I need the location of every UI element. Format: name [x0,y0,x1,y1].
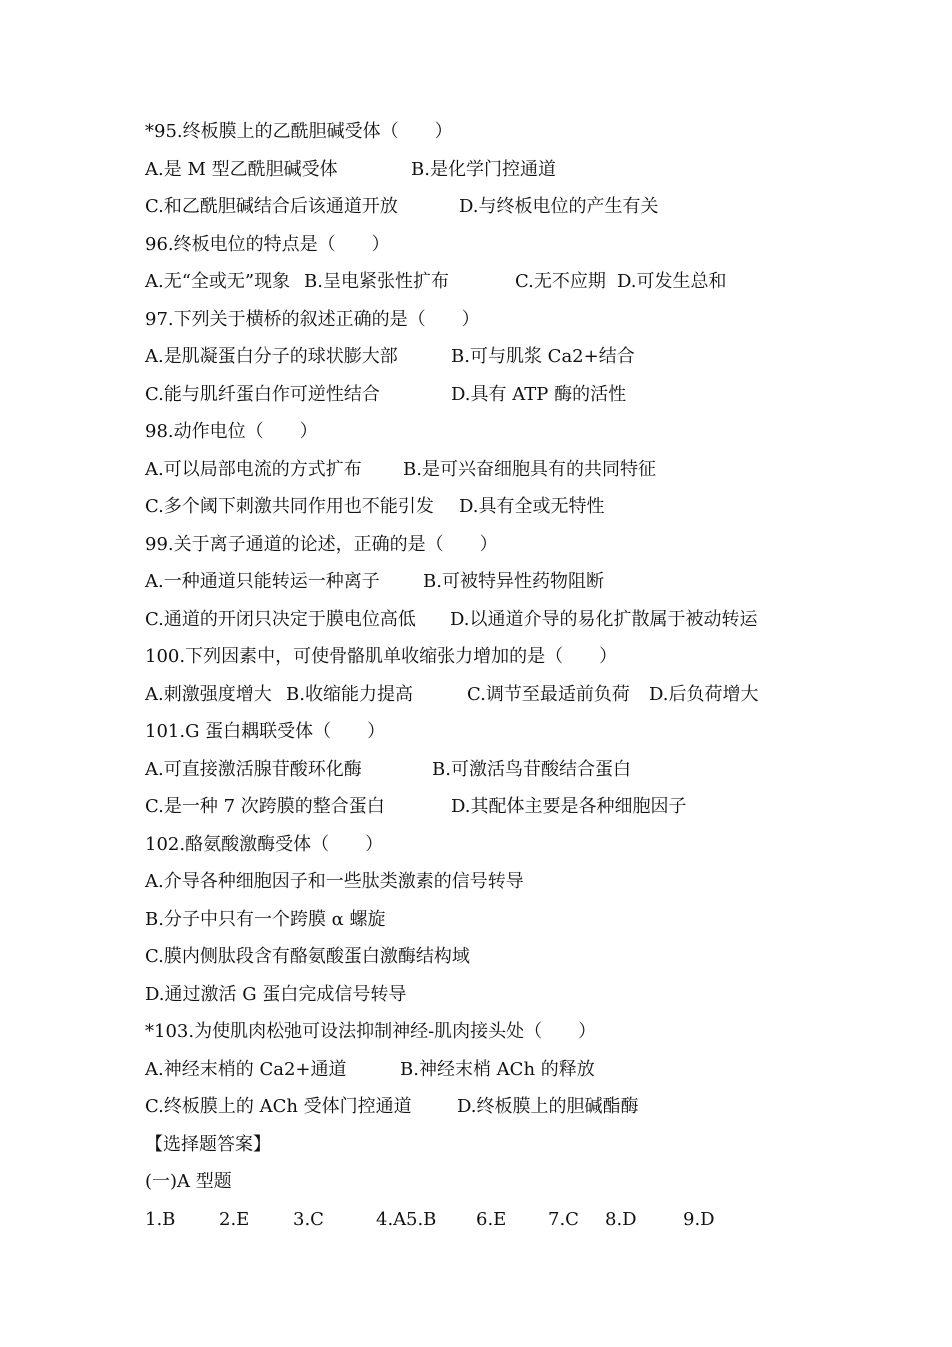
question-96-options [145,268,915,306]
question-99-options-cd [145,606,915,644]
question-97-stem: 97.下列关于横桥的叙述正确的是（ ） [145,308,480,330]
option-102-c: C.膜内侧肽段含有酪氨酸蛋白激酶结构域 [145,946,470,967]
option-101-b: B.可激活鸟苷酸结合蛋白 [432,758,631,780]
option-96-c: C.无不应期 [515,271,606,292]
question-100-stem: 100.下列因素中，可使骨骼肌单收缩张力增加的是（ ） [145,646,618,667]
option-96-a: A.无“全或无”现象 [145,271,291,292]
answer-item: 8.D [605,1208,637,1230]
option-98-d: D.具有全或无特性 [459,496,605,517]
question-95-stem: *95.终板膜上的乙酰胆碱受体（ ） [145,121,453,142]
option-102-a: A.介导各种细胞因子和一些肽类激素的信号转导 [145,871,524,892]
question-103-options-ab [145,1056,915,1094]
question-95-options-cd [145,193,915,231]
option-95-d: D.与终板电位的产生有关 [459,196,659,217]
answer-heading: 【选择题答案】 [145,1133,271,1155]
option-101-d: D.其配体主要是各种细胞因子 [451,796,687,817]
question-103-stem: *103.为使肌肉松弛可设法抑制神经-肌肉接头处（ ） [145,1021,597,1042]
answer-key-row [145,1206,915,1244]
option-95-c: C.和乙酰胆碱结合后该通道开放 [145,196,398,217]
question-102-stem: 102.酪氨酸激酶受体（ ） [145,833,384,855]
question-101-stem: 101.G 蛋白耦联受体（ ） [145,721,386,742]
answer-item: 3.C [293,1208,324,1230]
question-97-options-cd [145,381,915,419]
answer-item: 1.B [145,1208,176,1230]
question-list [145,118,915,1243]
answer-item: 6.E [476,1208,507,1230]
option-100-d: D.后负荷增大 [649,683,759,705]
option-100-c: C.调节至最适前负荷 [467,683,630,705]
question-98-stem: 98.动作电位（ ） [145,421,318,442]
option-96-b: B.呈电紧张性扩布 [304,271,449,292]
question-101-options-cd [145,793,915,831]
option-99-c: C.通道的开闭只决定于膜电位高低 [145,608,416,630]
option-103-d: D.终板膜上的胆碱酯酶 [457,1096,639,1117]
question-100-options [145,681,915,719]
option-96-d: D.可发生总和 [617,271,727,292]
option-95-b: B.是化学门控通道 [411,158,556,180]
question-103-options-cd [145,1093,915,1131]
option-99-a: A.一种通道只能转运一种离子 [145,571,380,592]
answer-item: 5.B [406,1208,437,1230]
option-97-b: B.可与肌浆 Ca2+结合 [451,346,635,367]
option-99-d: D.以通道介导的易化扩散属于被动转运 [450,608,758,630]
question-96-stem: 96.终板电位的特点是（ ） [145,233,390,255]
question-101-options-ab [145,756,915,794]
option-95-a: A.是 M 型乙酰胆碱受体 [145,158,338,180]
answer-item: 7.C [548,1208,579,1230]
answer-item: 4.A [376,1208,407,1230]
option-101-c: C.是一种 7 次跨膜的整合蛋白 [145,796,385,817]
question-99-options-ab [145,568,915,606]
option-97-a: A.是肌凝蛋白分子的球状膨大部 [145,346,398,367]
option-99-b: B.可被特异性药物阻断 [423,571,604,592]
option-103-a: A.神经末梢的 Ca2+通道 [145,1058,347,1080]
question-98-options-cd [145,493,915,531]
answer-section-title: (一)A 型题 [145,1171,232,1192]
answer-item: 2.E [219,1208,250,1230]
option-101-a: A.可直接激活腺苷酸环化酶 [145,758,362,780]
question-99-stem: 99.关于离子通道的论述，正确的是（ ） [145,533,498,555]
option-97-d: D.具有 ATP 酶的活性 [451,383,627,405]
option-103-c: C.终板膜上的 ACh 受体门控通道 [145,1096,412,1117]
option-98-b: B.是可兴奋细胞具有的共同特征 [403,458,656,480]
question-95-options-ab [145,156,915,194]
option-98-a: A.可以局部电流的方式扩布 [145,458,362,480]
option-100-a: A.刺激强度增大 [145,683,272,705]
question-97-options-ab [145,343,915,381]
answer-item: 9.D [683,1208,715,1230]
option-102-b: B.分子中只有一个跨膜 α 螺旋 [145,908,386,930]
option-97-c: C.能与肌纤蛋白作可逆性结合 [145,383,380,405]
option-103-b: B.神经末梢 ACh 的释放 [400,1058,595,1080]
question-98-options-ab [145,456,915,494]
option-98-c: C.多个阈下刺激共同作用也不能引发 [145,496,434,517]
option-100-b: B.收缩能力提高 [286,683,413,705]
option-102-d: D.通过激活 G 蛋白完成信号转导 [145,983,407,1005]
